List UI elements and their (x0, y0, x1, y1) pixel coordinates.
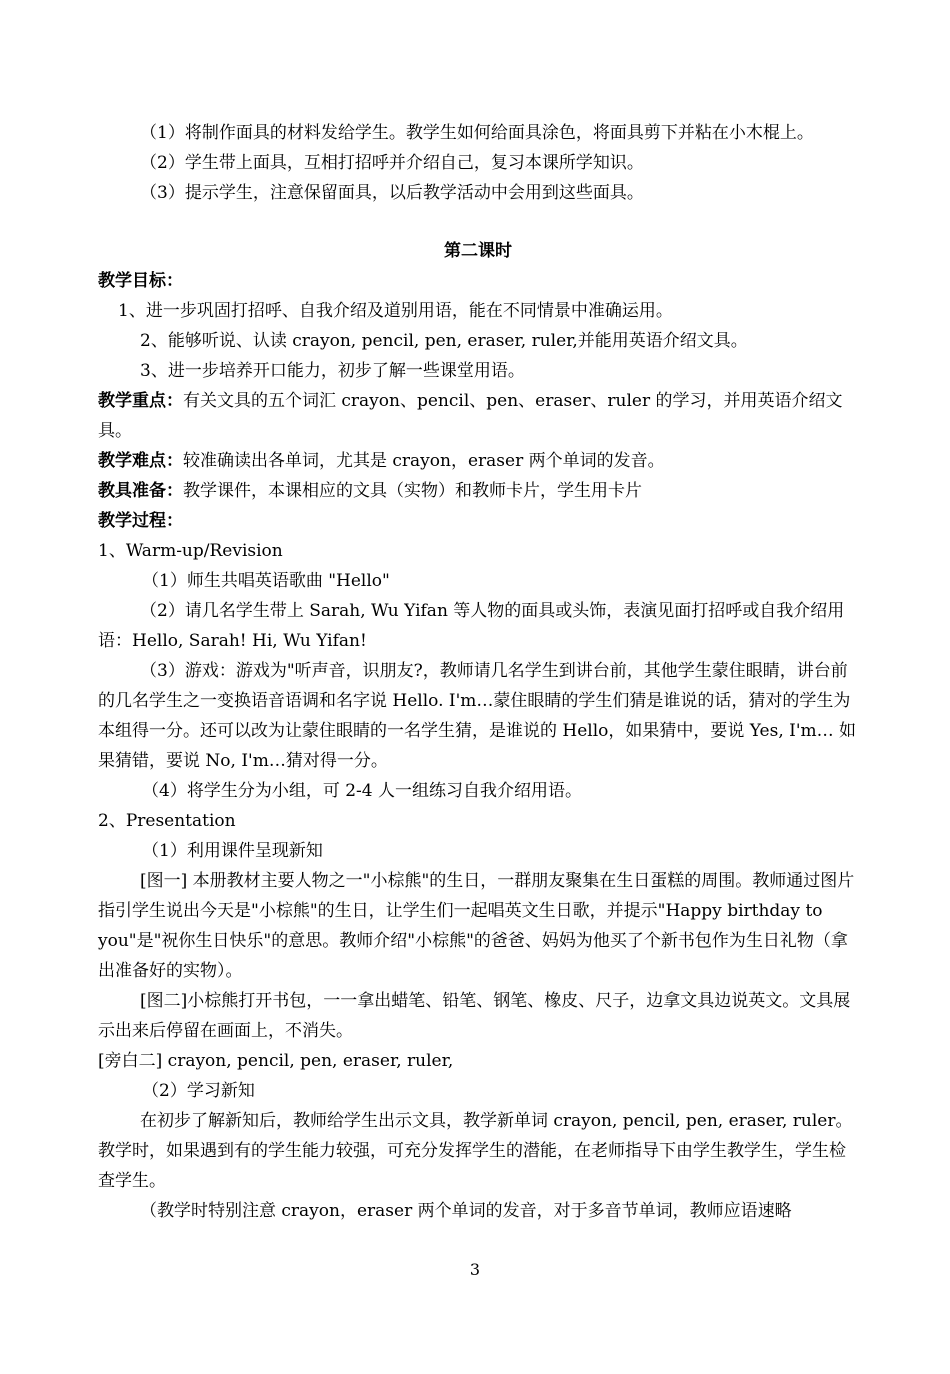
paragraph-wear-masks: （2）学生带上面具，互相打招呼并介绍自己，复习本课所学知识。 (140, 153, 644, 173)
learn-paragraph: 在初步了解新知后，教师给学生出示文具，教学新单词 crayon, pencil, pen, eraser, ruler。教学时，如果遇到有的学生能力较强，可充分发挥学生的潜能，在老师指导下由学生教学生，学生检查学生。 (98, 1111, 853, 1191)
key-points (98, 386, 858, 446)
objective-item: 3、进一步培养开口能力，初步了解一些课堂用语。 (140, 361, 525, 381)
step1-title: 1、Warm-up/Revision (98, 541, 283, 561)
document-body (98, 118, 858, 1226)
note-paragraph: （教学时特别注意 crayon，eraser 两个单词的发音，对于多音节单词，教师应语速略 (140, 1201, 792, 1221)
figure1-paragraph: [图一] 本册教材主要人物之一"小棕熊"的生日，一群朋友聚集在生日蛋糕的周围。教师通过图片指引学生说出今天是"小棕熊"的生日，让学生们一起唱英文生日歌，并提示"Happy birthday to you"是"祝你生日快乐"的意思。教师介绍"小棕熊"的爸爸、妈妈为他买了个新书包作为生日礼物（拿出准备好的实物）。 (98, 871, 855, 981)
difficulties-label: 教学难点： (98, 451, 183, 471)
step2-title: 2、Presentation (98, 811, 236, 831)
step1-item: （3）游戏：游戏为"听声音，识朋友?，教师请几名学生到讲台前，其他学生蒙住眼睛，讲台前的几名学生之一变换语音语调和名字说 Hello. I'm…蒙住眼睛的学生们猜是谁说的话，猜对的学生为本组得一分。还可以改为让蒙住眼睛的一名学生猜，是谁说的 Hello，如果猜中，要说 Yes, I'm… 如果猜错，要说 No, I'm…猜对得一分。 (98, 661, 857, 771)
process-label: 教学过程： (98, 511, 183, 531)
key-points-text: 有关文具的五个词汇 crayon、pencil、pen、eraser、ruler 的学习，并用英语介绍文具。 (98, 391, 843, 441)
paragraph-mask-materials: （1）将制作面具的材料发给学生。教学生如何给面具涂色，将面具剪下并粘在小木棍上。 (140, 123, 814, 143)
step2-sub2: （2）学习新知 (142, 1081, 255, 1101)
objectives-label: 教学目标： (98, 271, 183, 291)
materials-text: 教学课件，本课相应的文具（实物）和教师卡片，学生用卡片 (183, 481, 642, 501)
step1-item: （2）请几名学生带上 Sarah, Wu Yifan 等人物的面具或头饰，表演见面打招呼或自我介绍用语：Hello, Sarah! Hi, Wu Yifan! (98, 601, 845, 651)
materials-label: 教具准备： (98, 481, 183, 501)
objective-item: 1、进一步巩固打招呼、自我介绍及道别用语，能在不同情景中准确运用。 (118, 301, 673, 321)
aside2-paragraph: [旁白二] crayon, pencil, pen, eraser, ruler, (98, 1051, 454, 1071)
objective-item: 2、能够听说、认读 crayon, pencil, pen, eraser, ruler,并能用英语介绍文具。 (140, 331, 748, 351)
key-points-label: 教学重点： (98, 391, 183, 411)
materials (98, 476, 858, 506)
section-title: 第二课时 (444, 241, 512, 261)
step1-item: （4）将学生分为小组，可 2-4 人一组练习自我介绍用语。 (142, 781, 582, 801)
step2-sub1: （1）利用课件呈现新知 (142, 841, 323, 861)
page-number: 3 (469, 1260, 481, 1279)
difficulties (98, 446, 858, 476)
difficulties-text: 较准确读出各单词，尤其是 crayon，eraser 两个单词的发音。 (183, 451, 665, 471)
spacer (98, 208, 858, 236)
step1-item: （1）师生共唱英语歌曲 "Hello" (142, 571, 390, 591)
paragraph-keep-masks: （3）提示学生，注意保留面具，以后教学活动中会用到这些面具。 (140, 183, 644, 203)
figure2-paragraph: [图二]小棕熊打开书包，一一拿出蜡笔、铅笔、钢笔、橡皮、尺子，边拿文具边说英文。文具展示出来后停留在画面上，不消失。 (98, 991, 851, 1041)
